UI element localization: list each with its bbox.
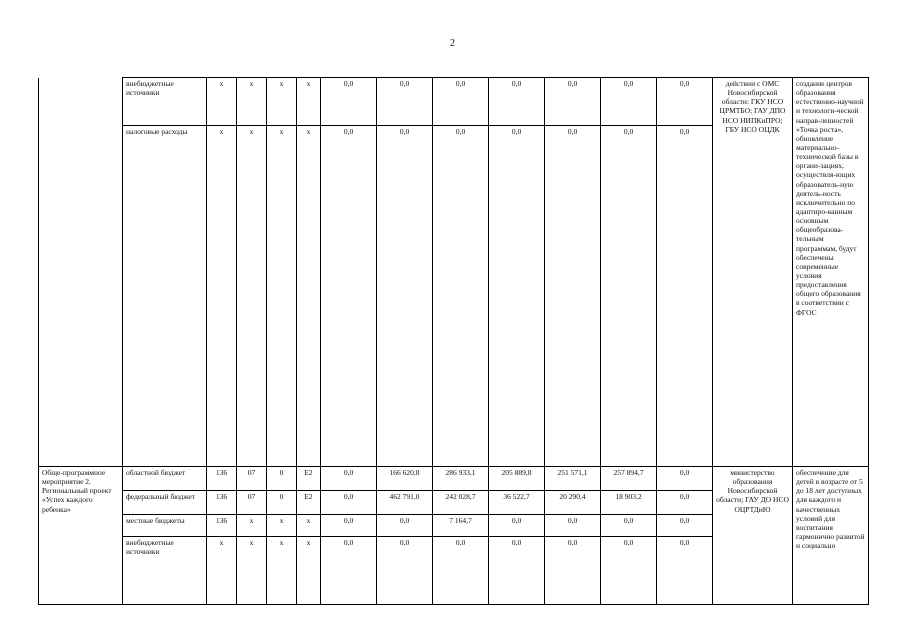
event-name-cell: Обще-программное мероприятие 2. Региональный проект «Успех каждого ребенка» [39, 467, 123, 605]
source-cell: внебюджетные источники [123, 78, 207, 126]
source-cell: налоговые расходы [123, 126, 207, 467]
value-cell: 0,0 [545, 537, 601, 605]
value-cell: 0,0 [321, 78, 377, 126]
code-cell: 0 [267, 491, 297, 515]
table-body [39, 78, 869, 605]
code-cell: 0 [267, 467, 297, 491]
value-cell: 0,0 [657, 515, 713, 537]
value-cell: 0,0 [601, 126, 657, 467]
value-cell: 0,0 [657, 126, 713, 467]
result-cell: обеспечение для детей в возрасте от 5 до 18 лет доступных для каждого и качественных условий для воспитания гармонично развитой и социально [793, 467, 869, 605]
code-cell: х [237, 78, 267, 126]
code-cell: х [297, 126, 321, 467]
code-cell: 136 [207, 467, 237, 491]
value-cell: 0,0 [489, 537, 545, 605]
code-cell: х [207, 537, 237, 605]
value-cell: 18 903,2 [601, 491, 657, 515]
code-cell: 07 [237, 491, 267, 515]
source-cell: областной бюджет [123, 467, 207, 491]
value-cell: 0,0 [321, 537, 377, 605]
value-cell: 0,0 [601, 537, 657, 605]
source-cell: федеральный бюджет [123, 491, 207, 515]
source-cell: внебюджетные источники [123, 537, 207, 605]
code-cell: 136 [207, 515, 237, 537]
value-cell: 242 028,7 [433, 491, 489, 515]
value-cell: 0,0 [657, 467, 713, 491]
value-cell: 0,0 [321, 491, 377, 515]
value-cell: 205 889,8 [489, 467, 545, 491]
event-name-cell-empty [39, 78, 123, 467]
value-cell: 7 164,7 [433, 515, 489, 537]
value-cell: 0,0 [321, 126, 377, 467]
code-cell: 07 [237, 467, 267, 491]
value-cell: 0,0 [601, 78, 657, 126]
executor-cell: действии с ОМС Новосибирской области: ГКУ НСО ЦРМТБО; ГАУ ДПО НСО НИПКиПРО; ГБУ НСО ОЦДК [713, 78, 793, 467]
code-cell: х [297, 78, 321, 126]
source-cell: местные бюджеты [123, 515, 207, 537]
code-cell: х [237, 515, 267, 537]
value-cell: 0,0 [377, 126, 433, 467]
value-cell: 0,0 [433, 126, 489, 467]
value-cell: 166 620,8 [377, 467, 433, 491]
code-cell: х [237, 126, 267, 467]
value-cell: 0,0 [489, 126, 545, 467]
value-cell: 0,0 [433, 537, 489, 605]
value-cell: 462 791,0 [377, 491, 433, 515]
code-cell: 136 [207, 491, 237, 515]
code-cell: х [267, 78, 297, 126]
value-cell: 0,0 [545, 126, 601, 467]
code-cell: х [207, 126, 237, 467]
value-cell: 286 933,1 [433, 467, 489, 491]
executor-cell: министерство образования Новосибирской области; ГАУ ДО НСО ОЦРТДиЮ [713, 467, 793, 605]
result-cell: создание центров образования естественно-научной и технологи-ческой направ-ленностей «Точка роста», обновление материально-технической базы в органи-зациях, осуществля-ющих образователь-ную деятель-ность исключительно по адаптиро-ванным основным общеобразова-тельным программам, будут обеспечены современные условия предоставления общего образования в соответствии с ФГОС [793, 78, 869, 467]
code-cell: Е2 [297, 491, 321, 515]
value-cell: 0,0 [433, 78, 489, 126]
value-cell: 0,0 [321, 467, 377, 491]
value-cell: 36 522,7 [489, 491, 545, 515]
code-cell: х [267, 515, 297, 537]
table-row [39, 467, 869, 491]
value-cell: 0,0 [489, 78, 545, 126]
code-cell: х [237, 537, 267, 605]
code-cell: х [297, 537, 321, 605]
value-cell: 20 290,4 [545, 491, 601, 515]
value-cell: 0,0 [545, 515, 601, 537]
page-number: 2 [450, 38, 455, 49]
code-cell: Е2 [297, 467, 321, 491]
value-cell: 0,0 [657, 537, 713, 605]
code-cell: х [267, 126, 297, 467]
value-cell: 257 894,7 [601, 467, 657, 491]
value-cell: 0,0 [377, 537, 433, 605]
value-cell: 0,0 [657, 491, 713, 515]
value-cell: 0,0 [321, 515, 377, 537]
table-row [39, 78, 869, 126]
code-cell: х [207, 78, 237, 126]
code-cell: х [267, 537, 297, 605]
value-cell: 0,0 [545, 78, 601, 126]
value-cell: 0,0 [657, 78, 713, 126]
code-cell: х [297, 515, 321, 537]
value-cell: 251 571,1 [545, 467, 601, 491]
program-table [38, 77, 869, 605]
value-cell: 0,0 [377, 515, 433, 537]
value-cell: 0,0 [489, 515, 545, 537]
value-cell: 0,0 [601, 515, 657, 537]
value-cell: 0,0 [377, 78, 433, 126]
